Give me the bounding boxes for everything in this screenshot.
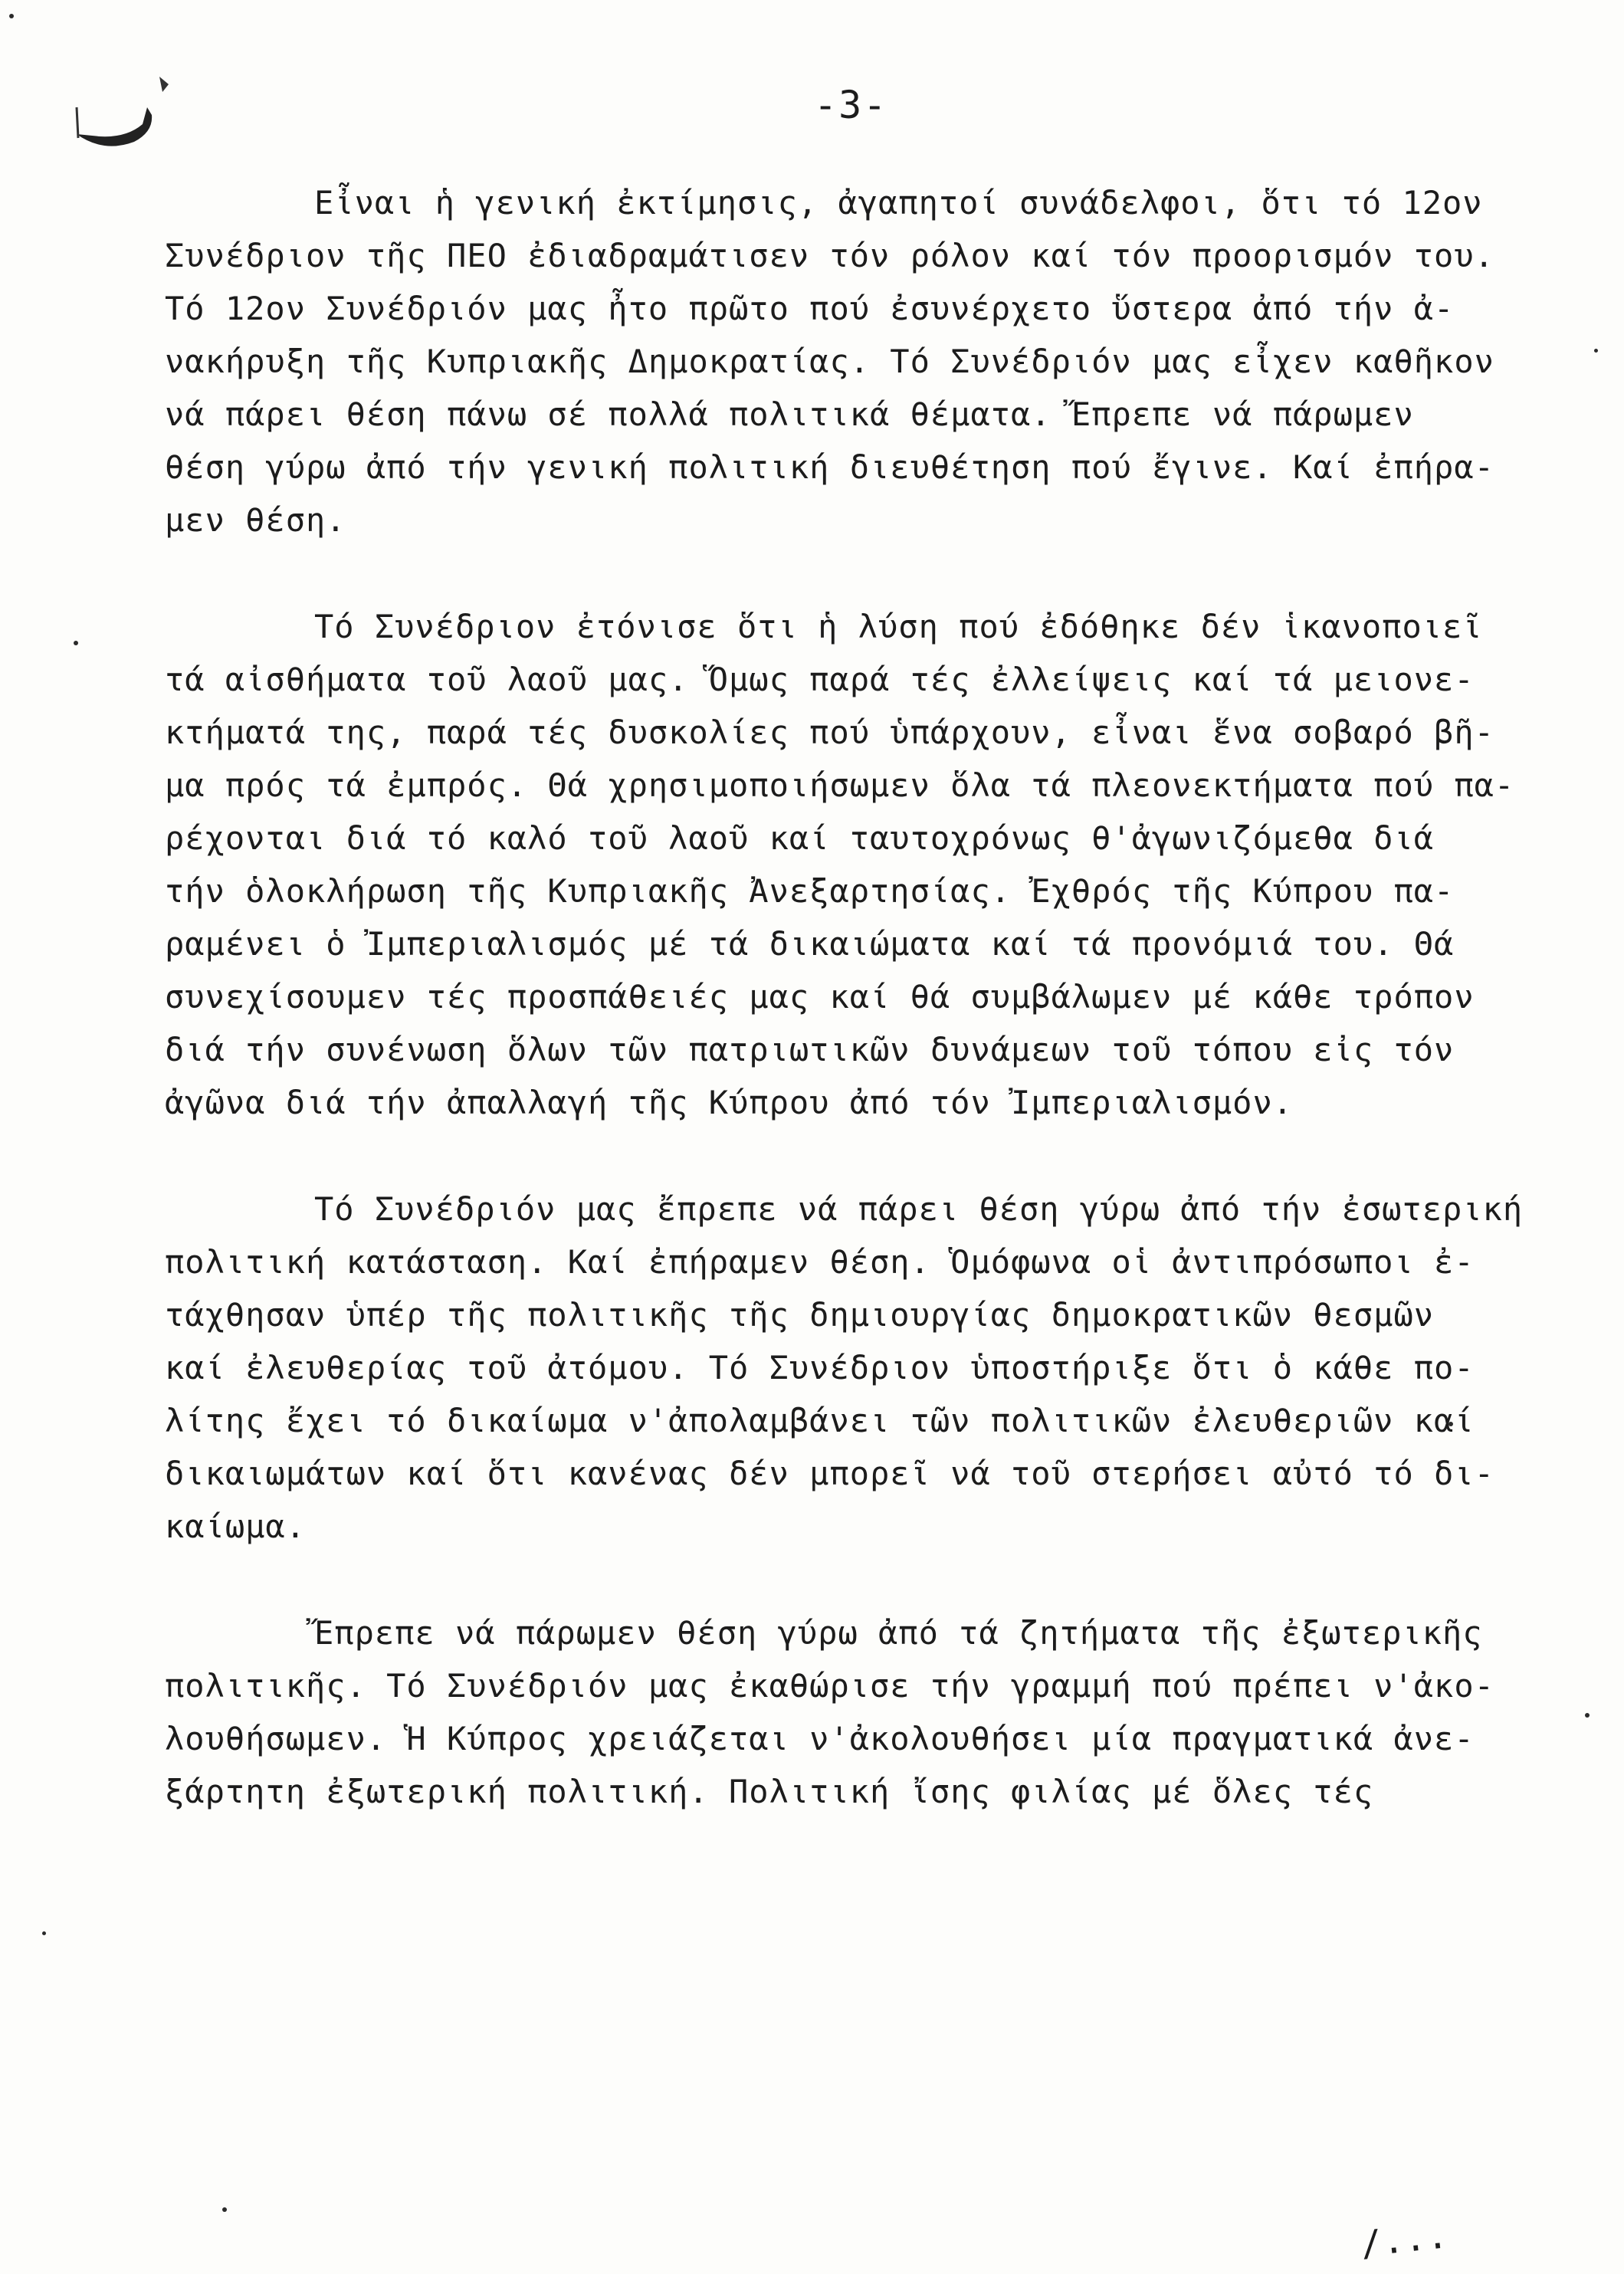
- text-line: λίτης ἔχει τό δικαίωμα ν'ἀπολαμβάνει τῶν πολιτικῶν ἐλευθεριῶν καί: [165, 1402, 1475, 1439]
- text-line: ραμένει ὁ Ἰμπεριαλισμός μέ τά δικαιώματα καί τά προνόμιά του. Θά: [165, 925, 1455, 963]
- text-line: δικαιωμάτων καί ὅτι κανένας δέν μπορεῖ νά τοῦ στερήσει αὐτό τό δι-: [165, 1455, 1494, 1492]
- scan-speck: [222, 2207, 227, 2212]
- text-line: λουθήσωμεν. Ἡ Κύπρος χρειάζεται ν'ἀκολουθήσει μία πραγματικά ἀνε-: [165, 1720, 1475, 1757]
- text-line: ξάρτητη ἐξωτερική πολιτική. Πολιτική ἴσης φιλίας μέ ὅλες τές: [165, 1773, 1374, 1810]
- scan-mark: [61, 61, 169, 161]
- text-line: κτήματά της, παρά τές δυσκολίες πού ὑπάρχουν, εἶναι ἕνα σοβαρό βῆ-: [165, 714, 1494, 751]
- text-line: νά πάρει θέση πάνω σέ πολλά πολιτικά θέματα. Ἔπρεπε νά πάρωμεν: [165, 395, 1414, 433]
- scan-speck: [1594, 349, 1598, 353]
- text-line: Ἔπρεπε νά πάρωμεν θέση γύρω ἀπό τά ζητήματα τῆς ἐξωτερικῆς: [314, 1614, 1483, 1652]
- scan-speck: [74, 641, 78, 645]
- text-line: Τό Συνέδριόν μας ἔπρεπε νά πάρει θέση γύρω ἀπό τήν ἐσωτερική: [314, 1190, 1524, 1228]
- paragraph: [165, 1183, 1544, 1553]
- text-line: συνεχίσουμεν τές προσπάθειές μας καί θά συμβάλωμεν μέ κάθε τρόπον: [165, 978, 1475, 1016]
- text-line: μα πρός τά ἐμπρός. Θά χρησιμοποιήσωμεν ὅλα τά πλεονεκτήματα πού πα-: [165, 766, 1515, 804]
- text-line: ἀγῶνα διά τήν ἀπαλλαγή τῆς Κύπρου ἀπό τόν Ἰμπεριαλισμόν.: [165, 1084, 1294, 1121]
- paragraph: [165, 176, 1544, 546]
- text-line: τά αἰσθήματα τοῦ λαοῦ μας. Ὅμως παρά τές ἐλλείψεις καί τά μειονε-: [165, 661, 1475, 698]
- text-line: καί ἐλευθερίας τοῦ ἀτόμου. Τό Συνέδριον ὑποστήριξε ὅτι ὁ κάθε πο-: [165, 1349, 1475, 1386]
- text-line: Εἶναι ἡ γενική ἐκτίμησις, ἀγαπητοί συνάδελφοι, ὅτι τό 12ον: [314, 184, 1483, 221]
- paragraph: [165, 600, 1544, 1129]
- text-line: θέση γύρω ἀπό τήν γενική πολιτική διευθέτηση πού ἔγινε. Καί ἐπήρα-: [165, 448, 1494, 486]
- text-line: καίωμα.: [165, 1508, 307, 1545]
- scan-speck: [9, 14, 14, 18]
- text-line: πολιτική κατάσταση. Καί ἐπήραμεν θέση. Ὁμόφωνα οἱ ἀντιπρόσωποι ἐ-: [165, 1243, 1475, 1281]
- text-line: διά τήν συνένωση ὅλων τῶν πατριωτικῶν δυνάμεων τοῦ τόπου εἰς τόν: [165, 1031, 1455, 1068]
- text-line: ρέχονται διά τό καλό τοῦ λαοῦ καί ταυτοχρόνως θ'ἀγωνιζόμεθα διά: [165, 819, 1435, 857]
- page-number: -3-: [814, 83, 888, 127]
- text-line: Τό Συνέδριον ἐτόνισε ὅτι ἡ λύση πού ἐδόθηκε δέν ἱκανοποιεῖ: [314, 608, 1483, 645]
- text-line: νακήρυξη τῆς Κυπριακῆς Δημοκρατίας. Τό Συνέδριόν μας εἶχεν καθῆκον: [165, 343, 1494, 380]
- paragraph-gap: [165, 1553, 1544, 1606]
- paragraph-gap: [165, 1129, 1544, 1183]
- text-line: Τό 12ον Συνέδριόν μας ἦτο πρῶτο πού ἐσυνέρχετο ὕστερα ἀπό τήν ἀ-: [165, 290, 1455, 327]
- text-line: τήν ὁλοκλήρωση τῆς Κυπριακῆς Ἀνεξαρτησίας. Ἐχθρός τῆς Κύπρου πα-: [165, 872, 1455, 910]
- body-text: [165, 176, 1544, 1818]
- continuation-mark: /...: [1358, 2214, 1451, 2265]
- paragraph: [165, 1606, 1544, 1818]
- text-line: μεν θέση.: [165, 501, 346, 539]
- text-line: Συνέδριον τῆς ΠΕΟ ἐδιαδραμάτισεν τόν ρόλον καί τόν προορισμόν του.: [165, 237, 1494, 274]
- text-line: τάχθησαν ὑπέρ τῆς πολιτικῆς τῆς δημιουργίας δημοκρατικῶν θεσμῶν: [165, 1296, 1435, 1334]
- scan-speck: [1585, 1713, 1590, 1718]
- text-line: πολιτικῆς. Τό Συνέδριόν μας ἐκαθώρισε τήν γραμμή πού πρέπει ν'ἀκο-: [165, 1667, 1494, 1705]
- scan-speck: [42, 1931, 46, 1935]
- paragraph-gap: [165, 546, 1544, 600]
